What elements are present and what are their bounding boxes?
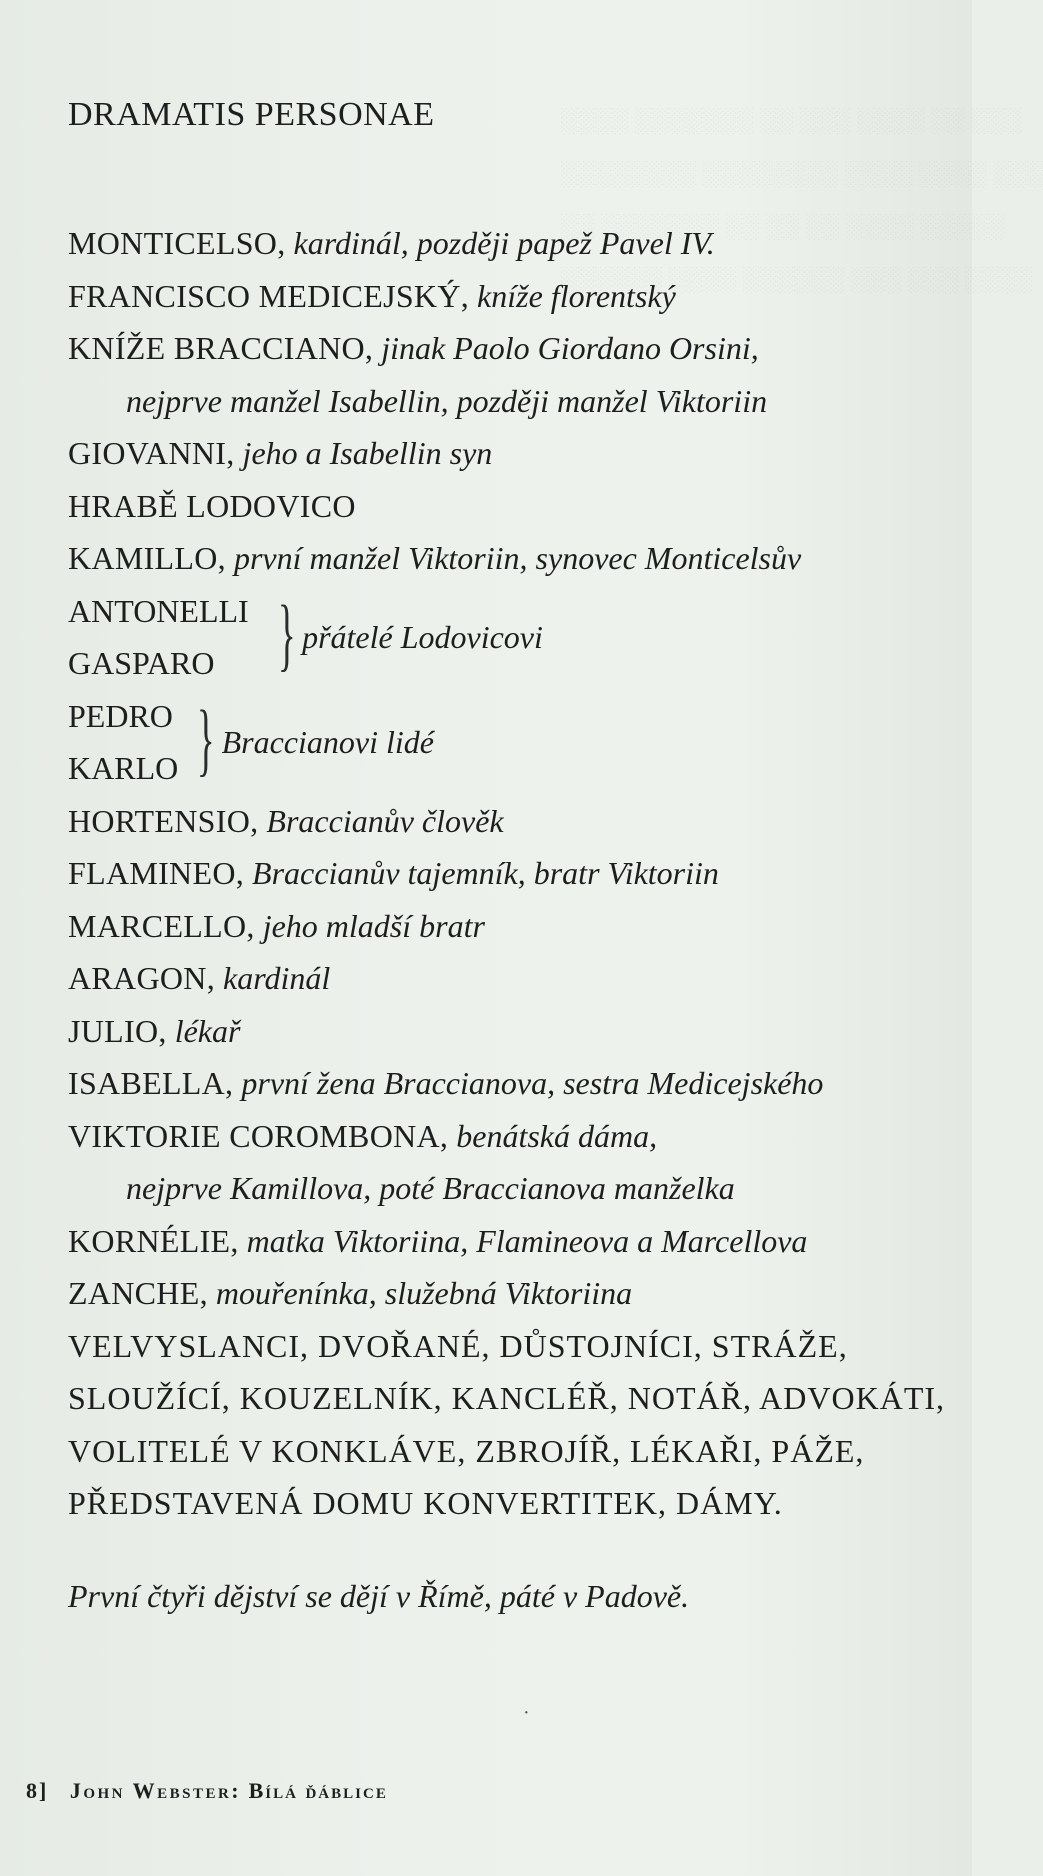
footer-title: Bílá ďáblice [248, 1778, 388, 1803]
character-name: HRABĚ LODOVICO [68, 487, 356, 524]
character-entry [68, 1215, 968, 1268]
group-desc: přátelé Lodovicovi [302, 618, 543, 655]
ensemble-line: VELVYSLANCI, DVOŘANÉ, DŮSTOJNÍCI, STRÁŽE, [68, 1327, 848, 1364]
group-names [68, 690, 178, 795]
character-desc: jeho mladší bratr [262, 907, 485, 944]
character-entry [68, 900, 968, 953]
character-name: GIOVANNI, [68, 435, 235, 471]
ensemble-list [68, 1320, 968, 1530]
character-name: JULIO, [68, 1012, 167, 1049]
running-footer [26, 1778, 388, 1804]
ensemble-line: VOLITELÉ V KONKLÁVE, ZBROJÍŘ, LÉKAŘI, PÁŽE, [68, 1432, 865, 1469]
character-desc: jinak Paolo Giordano Orsini, [381, 330, 759, 366]
character-name: KARLO [68, 750, 179, 786]
character-name: MARCELLO, [68, 907, 255, 944]
character-name: KAMILLO, [68, 540, 226, 576]
character-name: FLAMINEO, [68, 855, 245, 891]
character-entry [68, 270, 968, 323]
character-name: PEDRO [68, 697, 173, 734]
character-name: FRANCISCO MEDICEJSKÝ, [68, 277, 470, 314]
character-desc-continuation: nejprve Kamillova, poté Braccianova manželka [126, 1170, 735, 1206]
character-entry [68, 427, 968, 480]
character-desc: lékař [174, 1012, 241, 1049]
character-name: ISABELLA, [68, 1065, 234, 1101]
group-desc: Braccianovi lidé [221, 723, 434, 760]
ensemble-line: SLOUŽÍCÍ, KOUZELNÍK, KANCLÉŘ, NOTÁŘ, ADVOKÁTI, [68, 1380, 946, 1416]
character-name: VIKTORIE COROMBONA, [68, 1117, 449, 1154]
print-speck: · [523, 1702, 530, 1724]
character-desc: kardinál, později papež Pavel IV. [293, 225, 715, 261]
character-desc: benátská dáma, [456, 1117, 658, 1154]
character-name: HORTENSIO, [68, 802, 259, 839]
character-desc: první žena Braccianova, sestra Medicejského [241, 1065, 824, 1101]
character-name: ANTONELLI [68, 592, 249, 629]
character-name: GASPARO [68, 645, 215, 681]
character-name: KORNÉLIE, [68, 1222, 239, 1259]
character-entry [68, 1057, 968, 1110]
character-entry [68, 795, 968, 848]
character-desc: kníže florentský [477, 277, 676, 314]
right-brace-icon: } [277, 588, 296, 679]
group-names [68, 585, 249, 690]
page-title: DRAMATIS PERSONAE [68, 96, 435, 133]
character-name: ARAGON, [68, 960, 215, 996]
character-desc: mouřenínka, služebná Viktoriina [215, 1275, 633, 1311]
character-list [68, 217, 968, 1622]
footer-author: John Webster: [69, 1778, 242, 1803]
character-entry [68, 847, 968, 900]
character-desc-continuation: nejprve manžel Isabellin, později manžel Viktoriin [126, 382, 768, 419]
character-name: KNÍŽE BRACCIANO, [68, 330, 374, 366]
ensemble-line: PŘEDSTAVENÁ DOMU KONVERTITEK, DÁMY. [68, 1485, 783, 1521]
character-entry [68, 217, 968, 270]
character-desc: matka Viktoriina, Flamineova a Marcellova [246, 1222, 808, 1259]
character-desc: první manžel Viktoriin, synovec Monticelsův [233, 540, 802, 576]
dramatis-personae [68, 90, 1043, 1622]
show-through-text: ░░░░ ░░░░░░░ ░░ ░░░ ░░░░ ░░ ░░░ ░░░░░░░░ ░░░░░░░░ ░░░░ ░░░░ ░░░ ░░ ░░░░░░░ ░░ ░░ ░░ ░░░░ ░░░░░ ░░░░░░ ░░░░ ░░░░░░ ░░░ ░░░ ░░░░ [560, 108, 1043, 293]
character-desc: Braccianův člověk [266, 802, 504, 839]
character-entry [68, 532, 968, 585]
page-number: 8] [26, 1778, 49, 1803]
character-group [68, 585, 968, 690]
character-desc: Braccianův tajemník, bratr Viktoriin [252, 855, 719, 891]
character-desc: kardinál [223, 960, 331, 996]
character-name: MONTICELSO, [68, 225, 286, 261]
character-group [68, 690, 968, 795]
character-entry [68, 952, 968, 1005]
character-entry [68, 1267, 968, 1320]
setting-note: První čtyři dějství se dějí v Římě, páté v Padově. [68, 1577, 690, 1614]
character-desc: jeho a Isabellin syn [242, 435, 493, 471]
right-brace-icon: } [197, 693, 215, 784]
character-entry [68, 1110, 968, 1163]
character-entry [68, 480, 968, 533]
character-entry [68, 1005, 968, 1058]
character-name: ZANCHE, [68, 1275, 208, 1311]
character-entry [68, 322, 968, 375]
